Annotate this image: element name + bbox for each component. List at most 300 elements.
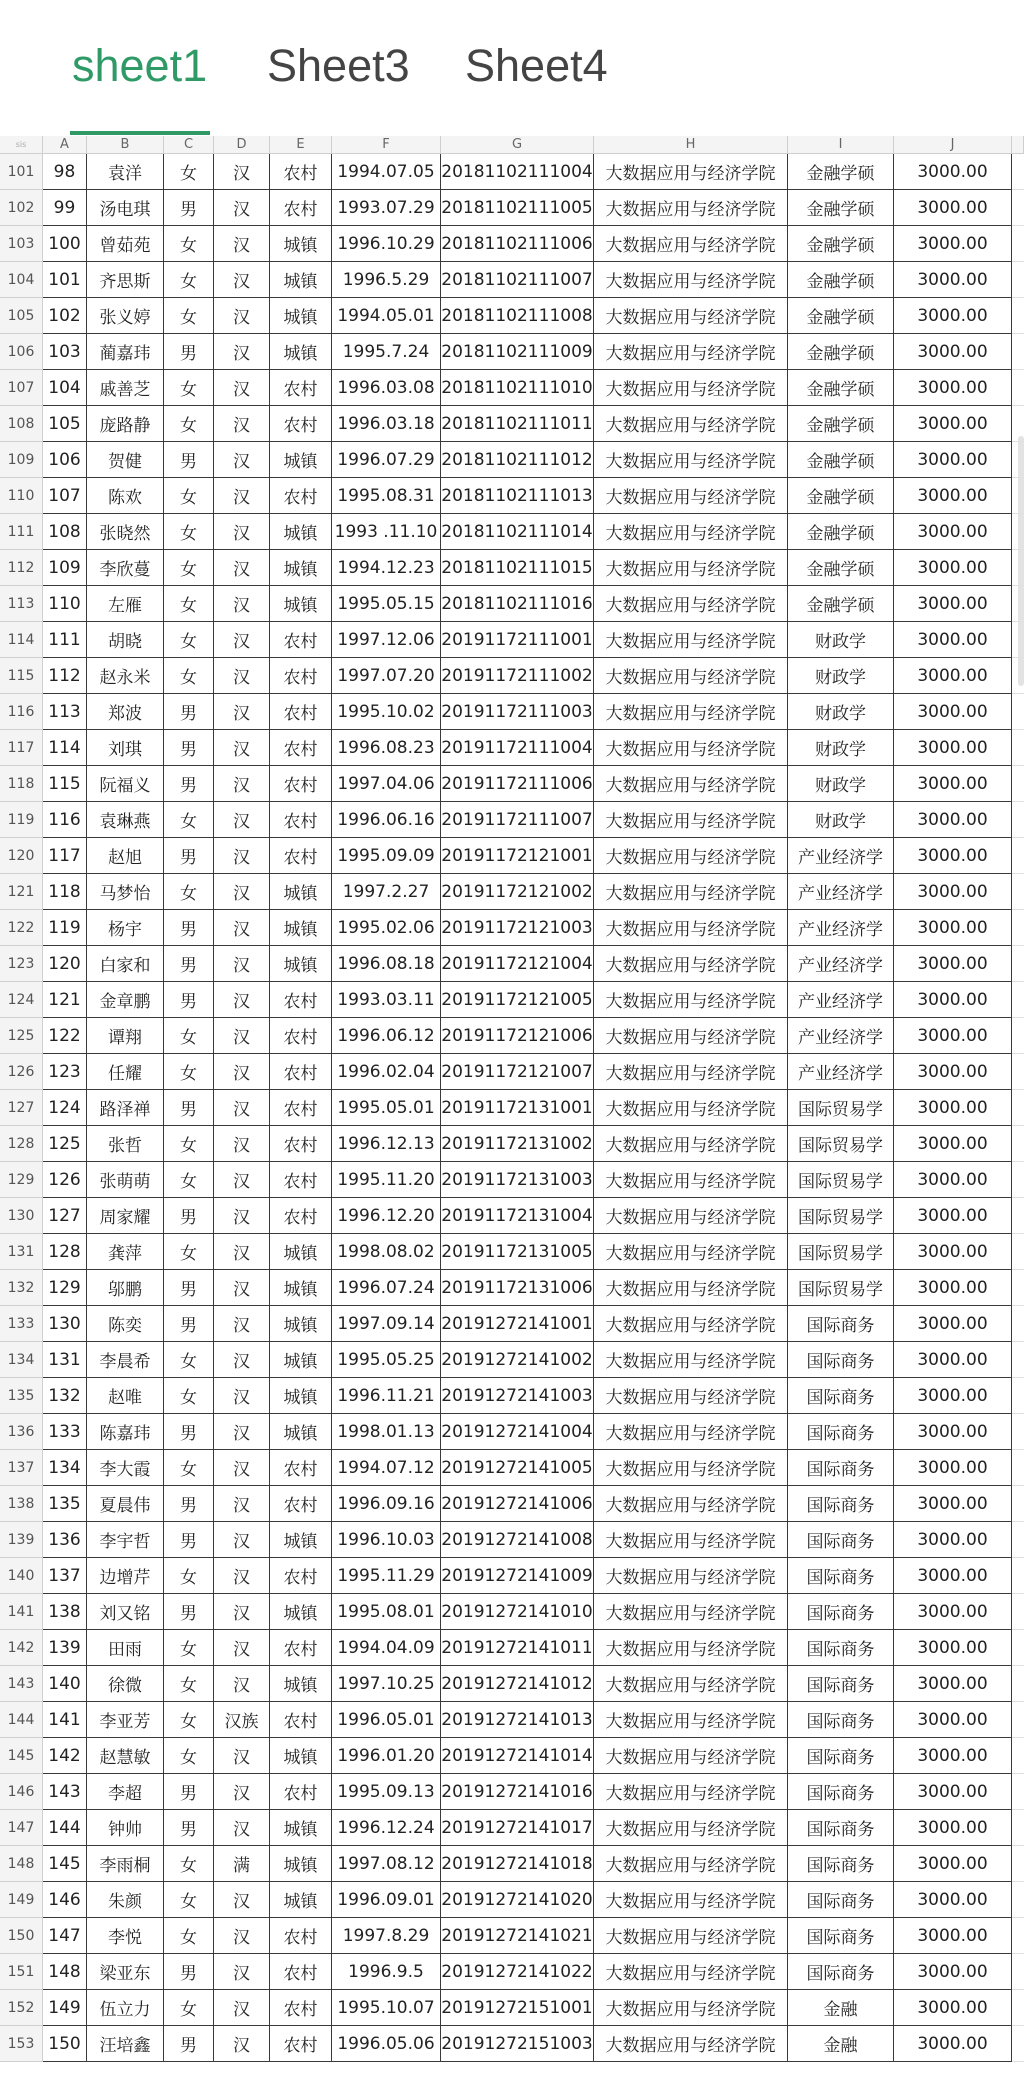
cell-college[interactable]: 大数据应用与经济学院 [594, 658, 788, 694]
cell-empty[interactable] [1012, 154, 1024, 190]
cell-index[interactable]: 122 [43, 1018, 87, 1054]
cell-college[interactable]: 大数据应用与经济学院 [594, 946, 788, 982]
cell-college[interactable]: 大数据应用与经济学院 [594, 406, 788, 442]
cell-name[interactable]: 钟帅 [87, 1810, 164, 1846]
cell-birthdate[interactable]: 1995.08.31 [332, 478, 441, 514]
cell-major[interactable]: 国际商务 [788, 1882, 894, 1918]
cell-ethnicity[interactable]: 汉 [214, 1882, 270, 1918]
cell-residence[interactable]: 城镇 [270, 1414, 332, 1450]
cell-name[interactable]: 陈欢 [87, 478, 164, 514]
cell-residence[interactable]: 农村 [270, 1054, 332, 1090]
cell-empty[interactable] [1012, 1414, 1024, 1450]
cell-index[interactable]: 121 [43, 982, 87, 1018]
cell-student-id[interactable]: 20191172131006 [441, 1270, 594, 1306]
cell-name[interactable]: 蔺嘉玮 [87, 334, 164, 370]
cell-student-id[interactable]: 20181102111014 [441, 514, 594, 550]
cell-residence[interactable]: 农村 [270, 1774, 332, 1810]
cell-amount[interactable]: 3000.00 [894, 1450, 1012, 1486]
cell-gender[interactable]: 男 [164, 982, 214, 1018]
cell-empty[interactable] [1012, 694, 1024, 730]
cell-residence[interactable]: 城镇 [270, 226, 332, 262]
cell-empty[interactable] [1012, 1594, 1024, 1630]
cell-ethnicity[interactable]: 汉 [214, 1774, 270, 1810]
cell-birthdate[interactable]: 1995.09.13 [332, 1774, 441, 1810]
cell-ethnicity[interactable]: 汉 [214, 478, 270, 514]
cell-empty[interactable] [1012, 1090, 1024, 1126]
cell-gender[interactable]: 女 [164, 550, 214, 586]
cell-major[interactable]: 金融学硕 [788, 586, 894, 622]
cell-name[interactable]: 庞路静 [87, 406, 164, 442]
cell-residence[interactable]: 城镇 [270, 1270, 332, 1306]
cell-birthdate[interactable]: 1994.04.09 [332, 1630, 441, 1666]
cell-gender[interactable]: 男 [164, 1306, 214, 1342]
cell-amount[interactable]: 3000.00 [894, 2026, 1012, 2062]
row-number[interactable]: 127 [0, 1090, 43, 1126]
cell-birthdate[interactable]: 1996.5.29 [332, 262, 441, 298]
cell-college[interactable]: 大数据应用与经济学院 [594, 514, 788, 550]
cell-college[interactable]: 大数据应用与经济学院 [594, 190, 788, 226]
cell-residence[interactable]: 农村 [270, 1090, 332, 1126]
cell-college[interactable]: 大数据应用与经济学院 [594, 1090, 788, 1126]
cell-name[interactable]: 齐思斯 [87, 262, 164, 298]
cell-gender[interactable]: 男 [164, 730, 214, 766]
cell-residence[interactable]: 农村 [270, 622, 332, 658]
cell-ethnicity[interactable]: 汉 [214, 1954, 270, 1990]
cell-ethnicity[interactable]: 汉 [214, 1486, 270, 1522]
cell-index[interactable]: 135 [43, 1486, 87, 1522]
cell-student-id[interactable]: 20181102111006 [441, 226, 594, 262]
cell-index[interactable]: 110 [43, 586, 87, 622]
row-number[interactable]: 107 [0, 370, 43, 406]
cell-residence[interactable]: 城镇 [270, 262, 332, 298]
row-number[interactable]: 113 [0, 586, 43, 622]
cell-birthdate[interactable]: 1996.08.23 [332, 730, 441, 766]
cell-ethnicity[interactable]: 汉 [214, 838, 270, 874]
cell-ethnicity[interactable]: 汉 [214, 586, 270, 622]
cell-birthdate[interactable]: 1996.09.16 [332, 1486, 441, 1522]
cell-empty[interactable] [1012, 1162, 1024, 1198]
cell-student-id[interactable]: 20191172121004 [441, 946, 594, 982]
cell-gender[interactable]: 女 [164, 478, 214, 514]
row-number[interactable]: 148 [0, 1846, 43, 1882]
cell-ethnicity[interactable]: 汉 [214, 370, 270, 406]
cell-amount[interactable]: 3000.00 [894, 1234, 1012, 1270]
cell-amount[interactable]: 3000.00 [894, 1270, 1012, 1306]
row-number[interactable]: 124 [0, 982, 43, 1018]
cell-student-id[interactable]: 20191172131002 [441, 1126, 594, 1162]
cell-residence[interactable]: 城镇 [270, 514, 332, 550]
cell-index[interactable]: 131 [43, 1342, 87, 1378]
cell-birthdate[interactable]: 1996.05.01 [332, 1702, 441, 1738]
cell-empty[interactable] [1012, 406, 1024, 442]
cell-index[interactable]: 118 [43, 874, 87, 910]
cell-major[interactable]: 国际商务 [788, 1702, 894, 1738]
cell-student-id[interactable]: 20191272141018 [441, 1846, 594, 1882]
row-number[interactable]: 150 [0, 1918, 43, 1954]
column-header-a[interactable]: A [43, 136, 87, 154]
row-number[interactable]: 136 [0, 1414, 43, 1450]
tab-sheet1[interactable]: sheet1 [72, 40, 208, 91]
cell-birthdate[interactable]: 1995.02.06 [332, 910, 441, 946]
cell-major[interactable]: 金融 [788, 1990, 894, 2026]
cell-student-id[interactable]: 20191272141013 [441, 1702, 594, 1738]
cell-name[interactable]: 李晨希 [87, 1342, 164, 1378]
cell-name[interactable]: 汤电琪 [87, 190, 164, 226]
cell-gender[interactable]: 女 [164, 1630, 214, 1666]
cell-student-id[interactable]: 20191272141020 [441, 1882, 594, 1918]
cell-amount[interactable]: 3000.00 [894, 1378, 1012, 1414]
cell-name[interactable]: 田雨 [87, 1630, 164, 1666]
cell-student-id[interactable]: 20191272141017 [441, 1810, 594, 1846]
cell-amount[interactable]: 3000.00 [894, 334, 1012, 370]
row-number[interactable]: 101 [0, 154, 43, 190]
cell-amount[interactable]: 3000.00 [894, 298, 1012, 334]
cell-college[interactable]: 大数据应用与经济学院 [594, 442, 788, 478]
cell-amount[interactable]: 3000.00 [894, 730, 1012, 766]
cell-name[interactable]: 周家耀 [87, 1198, 164, 1234]
column-header-i[interactable]: I [788, 136, 894, 154]
cell-amount[interactable]: 3000.00 [894, 1918, 1012, 1954]
cell-residence[interactable]: 农村 [270, 1486, 332, 1522]
cell-residence[interactable]: 城镇 [270, 442, 332, 478]
cell-college[interactable]: 大数据应用与经济学院 [594, 1486, 788, 1522]
row-number[interactable]: 111 [0, 514, 43, 550]
cell-major[interactable]: 金融学硕 [788, 478, 894, 514]
cell-index[interactable]: 115 [43, 766, 87, 802]
cell-index[interactable]: 124 [43, 1090, 87, 1126]
cell-gender[interactable]: 男 [164, 1594, 214, 1630]
cell-college[interactable]: 大数据应用与经济学院 [594, 1234, 788, 1270]
cell-student-id[interactable]: 20191272141006 [441, 1486, 594, 1522]
cell-index[interactable]: 129 [43, 1270, 87, 1306]
cell-student-id[interactable]: 20191172131004 [441, 1198, 594, 1234]
cell-gender[interactable]: 男 [164, 334, 214, 370]
cell-name[interactable]: 刘琪 [87, 730, 164, 766]
cell-major[interactable]: 产业经济学 [788, 982, 894, 1018]
row-number[interactable]: 120 [0, 838, 43, 874]
cell-college[interactable]: 大数据应用与经济学院 [594, 1450, 788, 1486]
cell-ethnicity[interactable]: 汉 [214, 1162, 270, 1198]
row-number[interactable]: 142 [0, 1630, 43, 1666]
cell-amount[interactable]: 3000.00 [894, 694, 1012, 730]
cell-empty[interactable] [1012, 2026, 1024, 2062]
cell-college[interactable]: 大数据应用与经济学院 [594, 1954, 788, 1990]
cell-ethnicity[interactable]: 汉 [214, 406, 270, 442]
cell-college[interactable]: 大数据应用与经济学院 [594, 1270, 788, 1306]
cell-amount[interactable]: 3000.00 [894, 514, 1012, 550]
row-number[interactable]: 115 [0, 658, 43, 694]
cell-amount[interactable]: 3000.00 [894, 802, 1012, 838]
cell-name[interactable]: 阮福义 [87, 766, 164, 802]
cell-amount[interactable]: 3000.00 [894, 1738, 1012, 1774]
cell-residence[interactable]: 城镇 [270, 1738, 332, 1774]
cell-empty[interactable] [1012, 1234, 1024, 1270]
cell-residence[interactable]: 城镇 [270, 1882, 332, 1918]
cell-index[interactable]: 108 [43, 514, 87, 550]
cell-birthdate[interactable]: 1996.09.01 [332, 1882, 441, 1918]
cell-empty[interactable] [1012, 874, 1024, 910]
cell-college[interactable]: 大数据应用与经济学院 [594, 1594, 788, 1630]
cell-college[interactable]: 大数据应用与经济学院 [594, 802, 788, 838]
cell-birthdate[interactable]: 1996.03.18 [332, 406, 441, 442]
cell-amount[interactable]: 3000.00 [894, 1090, 1012, 1126]
cell-gender[interactable]: 女 [164, 658, 214, 694]
column-header-c[interactable]: C [164, 136, 214, 154]
cell-major[interactable]: 国际商务 [788, 1522, 894, 1558]
cell-name[interactable]: 朱颜 [87, 1882, 164, 1918]
cell-student-id[interactable]: 20191172111007 [441, 802, 594, 838]
cell-amount[interactable]: 3000.00 [894, 262, 1012, 298]
cell-major[interactable]: 国际商务 [788, 1450, 894, 1486]
cell-student-id[interactable]: 20191272141008 [441, 1522, 594, 1558]
cell-gender[interactable]: 女 [164, 1702, 214, 1738]
cell-gender[interactable]: 男 [164, 1090, 214, 1126]
cell-name[interactable]: 白家和 [87, 946, 164, 982]
cell-residence[interactable]: 农村 [270, 1126, 332, 1162]
cell-birthdate[interactable]: 1997.8.29 [332, 1918, 441, 1954]
cell-major[interactable]: 国际贸易学 [788, 1162, 894, 1198]
cell-name[interactable]: 夏晨伟 [87, 1486, 164, 1522]
cell-student-id[interactable]: 20181102111008 [441, 298, 594, 334]
cell-ethnicity[interactable]: 汉 [214, 154, 270, 190]
cell-student-id[interactable]: 20181102111012 [441, 442, 594, 478]
cell-amount[interactable]: 3000.00 [894, 550, 1012, 586]
cell-college[interactable]: 大数据应用与经济学院 [594, 1630, 788, 1666]
cell-empty[interactable] [1012, 1918, 1024, 1954]
cell-index[interactable]: 99 [43, 190, 87, 226]
cell-major[interactable]: 国际商务 [788, 1774, 894, 1810]
cell-ethnicity[interactable]: 汉 [214, 766, 270, 802]
cell-birthdate[interactable]: 1996.11.21 [332, 1378, 441, 1414]
cell-ethnicity[interactable]: 汉 [214, 1414, 270, 1450]
cell-college[interactable]: 大数据应用与经济学院 [594, 1306, 788, 1342]
cell-amount[interactable]: 3000.00 [894, 1522, 1012, 1558]
cell-student-id[interactable]: 20181102111013 [441, 478, 594, 514]
cell-major[interactable]: 金融学硕 [788, 298, 894, 334]
cell-name[interactable]: 马梦怡 [87, 874, 164, 910]
cell-name[interactable]: 贺健 [87, 442, 164, 478]
cell-student-id[interactable]: 20191172121003 [441, 910, 594, 946]
column-header-d[interactable]: D [214, 136, 270, 154]
cell-empty[interactable] [1012, 478, 1024, 514]
cell-student-id[interactable]: 20181102111007 [441, 262, 594, 298]
cell-name[interactable]: 张哲 [87, 1126, 164, 1162]
cell-student-id[interactable]: 20191272141011 [441, 1630, 594, 1666]
cell-residence[interactable]: 农村 [270, 694, 332, 730]
cell-index[interactable]: 139 [43, 1630, 87, 1666]
cell-name[interactable]: 赵旭 [87, 838, 164, 874]
cell-ethnicity[interactable]: 汉 [214, 1018, 270, 1054]
cell-empty[interactable] [1012, 1990, 1024, 2026]
row-number[interactable]: 105 [0, 298, 43, 334]
row-number[interactable]: 122 [0, 910, 43, 946]
column-header-h[interactable]: H [594, 136, 788, 154]
cell-gender[interactable]: 女 [164, 226, 214, 262]
cell-ethnicity[interactable]: 汉 [214, 1630, 270, 1666]
cell-birthdate[interactable]: 1993.07.29 [332, 190, 441, 226]
cell-empty[interactable] [1012, 1702, 1024, 1738]
row-number[interactable]: 140 [0, 1558, 43, 1594]
cell-gender[interactable]: 男 [164, 190, 214, 226]
cell-birthdate[interactable]: 1996.06.12 [332, 1018, 441, 1054]
row-number[interactable]: 104 [0, 262, 43, 298]
cell-empty[interactable] [1012, 1126, 1024, 1162]
spreadsheet-grid[interactable] [0, 136, 1024, 2094]
cell-index[interactable]: 128 [43, 1234, 87, 1270]
cell-name[interactable]: 李悦 [87, 1918, 164, 1954]
row-number[interactable]: 141 [0, 1594, 43, 1630]
cell-ethnicity[interactable]: 汉 [214, 1378, 270, 1414]
cell-college[interactable]: 大数据应用与经济学院 [594, 1990, 788, 2026]
cell-empty[interactable] [1012, 1486, 1024, 1522]
cell-ethnicity[interactable]: 汉 [214, 1666, 270, 1702]
row-number[interactable]: 116 [0, 694, 43, 730]
cell-amount[interactable]: 3000.00 [894, 1414, 1012, 1450]
cell-major[interactable]: 财政学 [788, 658, 894, 694]
cell-residence[interactable]: 农村 [270, 766, 332, 802]
cell-empty[interactable] [1012, 514, 1024, 550]
cell-birthdate[interactable]: 1998.08.02 [332, 1234, 441, 1270]
cell-major[interactable]: 国际贸易学 [788, 1234, 894, 1270]
cell-student-id[interactable]: 20191272141002 [441, 1342, 594, 1378]
row-number[interactable]: 119 [0, 802, 43, 838]
cell-major[interactable]: 国际商务 [788, 1306, 894, 1342]
cell-major[interactable]: 金融学硕 [788, 226, 894, 262]
row-number[interactable]: 145 [0, 1738, 43, 1774]
cell-name[interactable]: 路泽禅 [87, 1090, 164, 1126]
cell-college[interactable]: 大数据应用与经济学院 [594, 1162, 788, 1198]
cell-major[interactable]: 国际商务 [788, 1666, 894, 1702]
cell-index[interactable]: 104 [43, 370, 87, 406]
cell-empty[interactable] [1012, 190, 1024, 226]
cell-major[interactable]: 产业经济学 [788, 838, 894, 874]
cell-student-id[interactable]: 20191272141005 [441, 1450, 594, 1486]
cell-gender[interactable]: 女 [164, 1054, 214, 1090]
cell-name[interactable]: 李宇哲 [87, 1522, 164, 1558]
row-number[interactable]: 110 [0, 478, 43, 514]
cell-ethnicity[interactable]: 汉族 [214, 1702, 270, 1738]
cell-amount[interactable]: 3000.00 [894, 1342, 1012, 1378]
cell-birthdate[interactable]: 1996.08.18 [332, 946, 441, 982]
cell-gender[interactable]: 男 [164, 910, 214, 946]
cell-gender[interactable]: 女 [164, 1162, 214, 1198]
cell-birthdate[interactable]: 1995.10.02 [332, 694, 441, 730]
cell-empty[interactable] [1012, 946, 1024, 982]
cell-gender[interactable]: 女 [164, 406, 214, 442]
cell-index[interactable]: 98 [43, 154, 87, 190]
cell-empty[interactable] [1012, 1666, 1024, 1702]
cell-index[interactable]: 148 [43, 1954, 87, 1990]
cell-ethnicity[interactable]: 汉 [214, 190, 270, 226]
cell-ethnicity[interactable]: 汉 [214, 946, 270, 982]
cell-empty[interactable] [1012, 838, 1024, 874]
cell-ethnicity[interactable]: 汉 [214, 262, 270, 298]
cell-name[interactable]: 郑波 [87, 694, 164, 730]
cell-index[interactable]: 133 [43, 1414, 87, 1450]
cell-college[interactable]: 大数据应用与经济学院 [594, 982, 788, 1018]
select-all-corner[interactable]: sis [0, 136, 43, 154]
cell-ethnicity[interactable]: 汉 [214, 658, 270, 694]
cell-college[interactable]: 大数据应用与经济学院 [594, 1054, 788, 1090]
cell-residence[interactable]: 农村 [270, 802, 332, 838]
cell-ethnicity[interactable]: 汉 [214, 1342, 270, 1378]
cell-name[interactable]: 汪培鑫 [87, 2026, 164, 2062]
cell-major[interactable]: 国际商务 [788, 1810, 894, 1846]
cell-college[interactable]: 大数据应用与经济学院 [594, 874, 788, 910]
cell-gender[interactable]: 男 [164, 442, 214, 478]
cell-gender[interactable]: 女 [164, 622, 214, 658]
cell-student-id[interactable]: 20191172121001 [441, 838, 594, 874]
cell-residence[interactable]: 城镇 [270, 1666, 332, 1702]
row-number[interactable]: 117 [0, 730, 43, 766]
cell-empty[interactable] [1012, 1270, 1024, 1306]
cell-birthdate[interactable]: 1993 .11.10 [332, 514, 441, 550]
cell-birthdate[interactable]: 1996.12.24 [332, 1810, 441, 1846]
cell-index[interactable]: 120 [43, 946, 87, 982]
cell-name[interactable]: 金章鹏 [87, 982, 164, 1018]
cell-student-id[interactable]: 20191272141016 [441, 1774, 594, 1810]
cell-index[interactable]: 117 [43, 838, 87, 874]
cell-index[interactable]: 140 [43, 1666, 87, 1702]
row-number[interactable]: 146 [0, 1774, 43, 1810]
row-number[interactable]: 114 [0, 622, 43, 658]
cell-index[interactable]: 113 [43, 694, 87, 730]
cell-birthdate[interactable]: 1997.12.06 [332, 622, 441, 658]
cell-empty[interactable] [1012, 1738, 1024, 1774]
cell-major[interactable]: 金融学硕 [788, 406, 894, 442]
cell-gender[interactable]: 男 [164, 1954, 214, 1990]
cell-ethnicity[interactable]: 汉 [214, 1126, 270, 1162]
cell-residence[interactable]: 城镇 [270, 1378, 332, 1414]
cell-name[interactable]: 杨宇 [87, 910, 164, 946]
cell-gender[interactable]: 男 [164, 1270, 214, 1306]
row-number[interactable]: 134 [0, 1342, 43, 1378]
cell-ethnicity[interactable]: 汉 [214, 982, 270, 1018]
cell-name[interactable]: 赵唯 [87, 1378, 164, 1414]
column-header-j[interactable]: J [894, 136, 1012, 154]
cell-index[interactable]: 149 [43, 1990, 87, 2026]
cell-college[interactable]: 大数据应用与经济学院 [594, 586, 788, 622]
cell-major[interactable]: 国际商务 [788, 1558, 894, 1594]
cell-birthdate[interactable]: 1996.07.24 [332, 1270, 441, 1306]
cell-index[interactable]: 100 [43, 226, 87, 262]
cell-amount[interactable]: 3000.00 [894, 766, 1012, 802]
cell-amount[interactable]: 3000.00 [894, 838, 1012, 874]
cell-residence[interactable]: 农村 [270, 730, 332, 766]
cell-amount[interactable]: 3000.00 [894, 1594, 1012, 1630]
cell-name[interactable]: 李雨桐 [87, 1846, 164, 1882]
cell-student-id[interactable]: 20191172121005 [441, 982, 594, 1018]
cell-ethnicity[interactable]: 汉 [214, 2026, 270, 2062]
cell-index[interactable]: 123 [43, 1054, 87, 1090]
cell-college[interactable]: 大数据应用与经济学院 [594, 1198, 788, 1234]
cell-name[interactable]: 张萌萌 [87, 1162, 164, 1198]
cell-amount[interactable]: 3000.00 [894, 1162, 1012, 1198]
cell-ethnicity[interactable]: 汉 [214, 1738, 270, 1774]
cell-residence[interactable]: 农村 [270, 478, 332, 514]
cell-name[interactable]: 刘又铭 [87, 1594, 164, 1630]
row-number[interactable]: 151 [0, 1954, 43, 1990]
cell-empty[interactable] [1012, 1846, 1024, 1882]
cell-name[interactable]: 胡晓 [87, 622, 164, 658]
cell-major[interactable]: 金融学硕 [788, 550, 894, 586]
row-number[interactable]: 102 [0, 190, 43, 226]
cell-gender[interactable]: 女 [164, 874, 214, 910]
cell-ethnicity[interactable]: 汉 [214, 1090, 270, 1126]
cell-college[interactable]: 大数据应用与经济学院 [594, 370, 788, 406]
cell-student-id[interactable]: 20181102111009 [441, 334, 594, 370]
cell-birthdate[interactable]: 1996.03.08 [332, 370, 441, 406]
